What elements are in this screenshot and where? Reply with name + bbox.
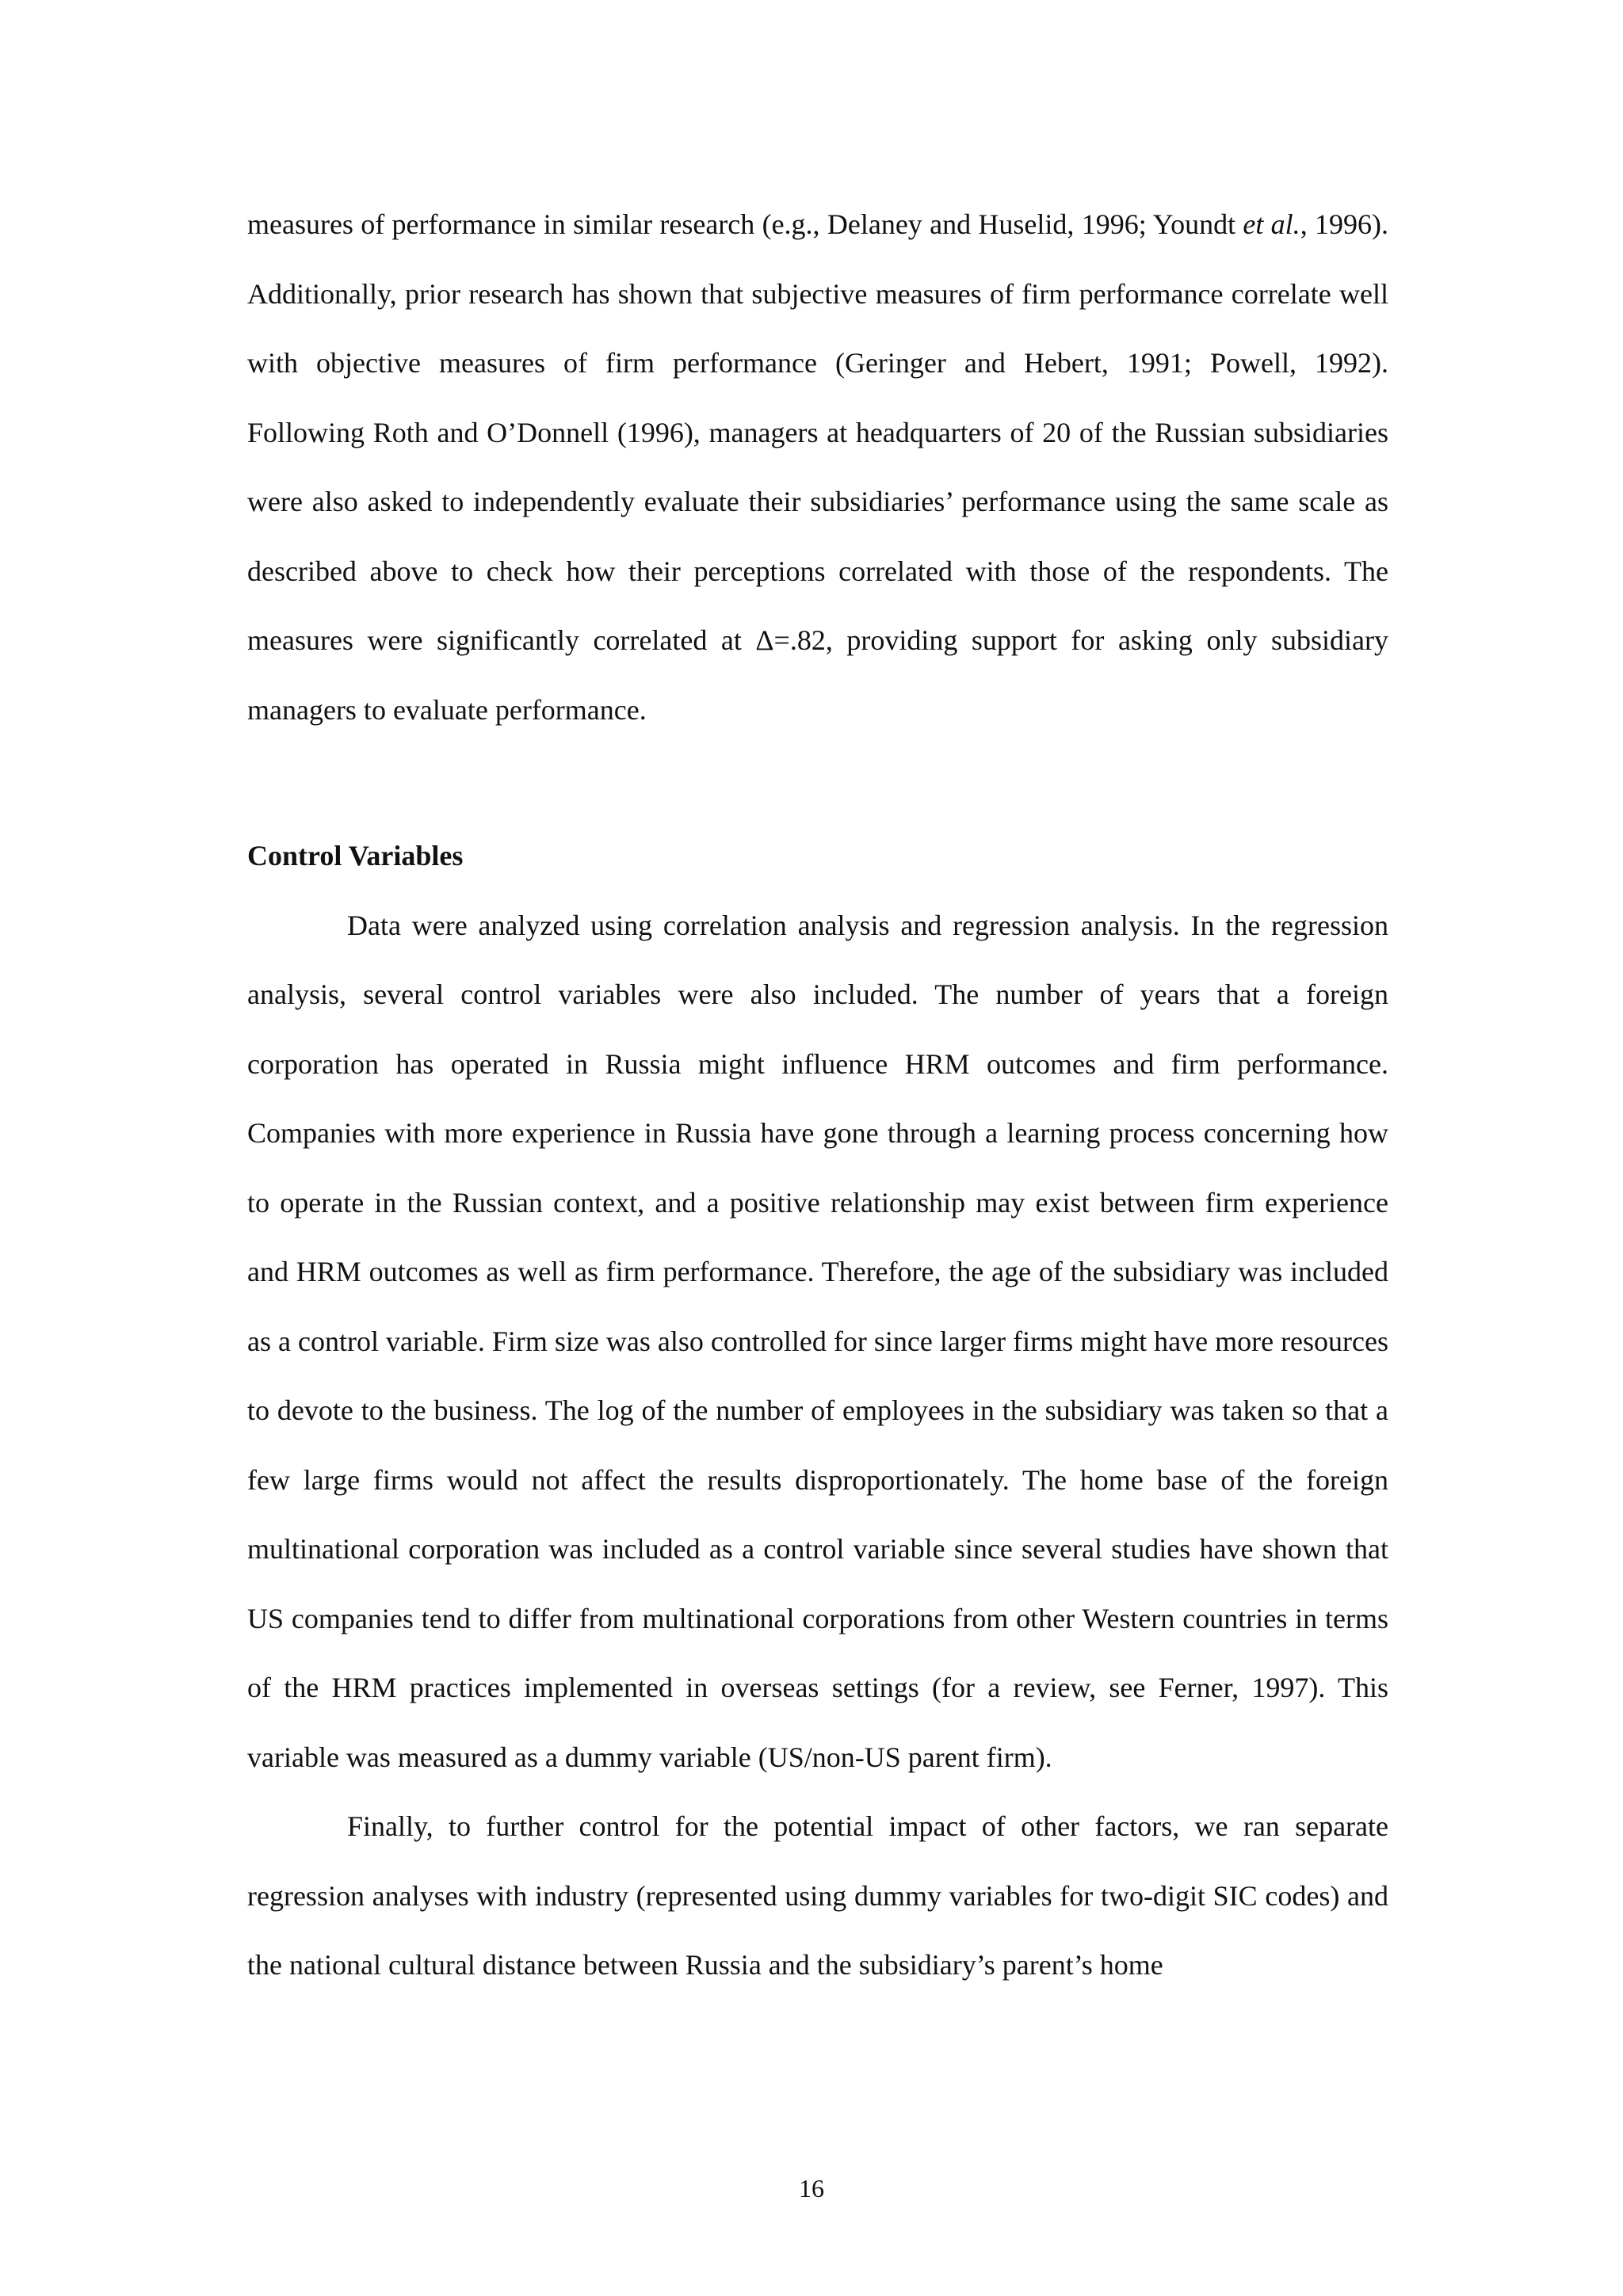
page-number: 16 <box>799 2174 824 2203</box>
paragraph-text-pre: measures of performance in similar research (e.g., Delaney and Huselid, 1996; Youndt <box>247 208 1243 240</box>
paragraph-performance-measures <box>247 190 1388 745</box>
paragraph-text-post: , 1996). Additionally, prior research has shown that subjective measures of firm performance correlate well with objective measures of firm performance (Geringer and Hebert, 1991; Powell, 1992). Following Roth and O’Donnell (1996), managers at headquarters of 20 of the Russian subsidiaries were also asked to independently evaluate their subsidiaries’ performance using the same scale as described above to check how their perceptions correlated with those of the respondents. The measures were significantly correlated at Δ=.82, providing support for asking only subsidiary managers to evaluate performance. <box>247 208 1388 726</box>
paragraph-text-italic: et al. <box>1243 208 1300 240</box>
page-body <box>247 190 1388 2000</box>
paragraph-additional-controls: Finally, to further control for the potential impact of other factors, we ran separate regression analyses with industry (represented using dummy variables for two-digit SIC codes) and the national cultural distance between Russia and the subsidiary’s parent’s home <box>247 1810 1388 1981</box>
section-heading: Control Variables <box>247 840 464 871</box>
paragraph-control-variables: Data were analyzed using correlation analysis and regression analysis. In the regression analysis, several control variables were also included. The number of years that a foreign corporation has operated in Russia might influence HRM outcomes and firm performance. Companies with more experience in Russia have gone through a learning process concerning how to operate in the Russian context, and a positive relationship may exist between firm experience and HRM outcomes as well as firm performance. Therefore, the age of the subsidiary was included as a control variable. Firm size was also controlled for since larger firms might have more resources to devote to the business. The log of the number of employees in the subsidiary was taken so that a few large firms would not affect the results disproportionately. The home base of the foreign multinational corporation was included as a control variable since several studies have shown that US companies tend to differ from multinational corporations from other Western countries in terms of the HRM practices implemented in overseas settings (for a review, see Ferner, 1997). This variable was measured as a dummy variable (US/non-US parent firm). <box>247 909 1388 1773</box>
